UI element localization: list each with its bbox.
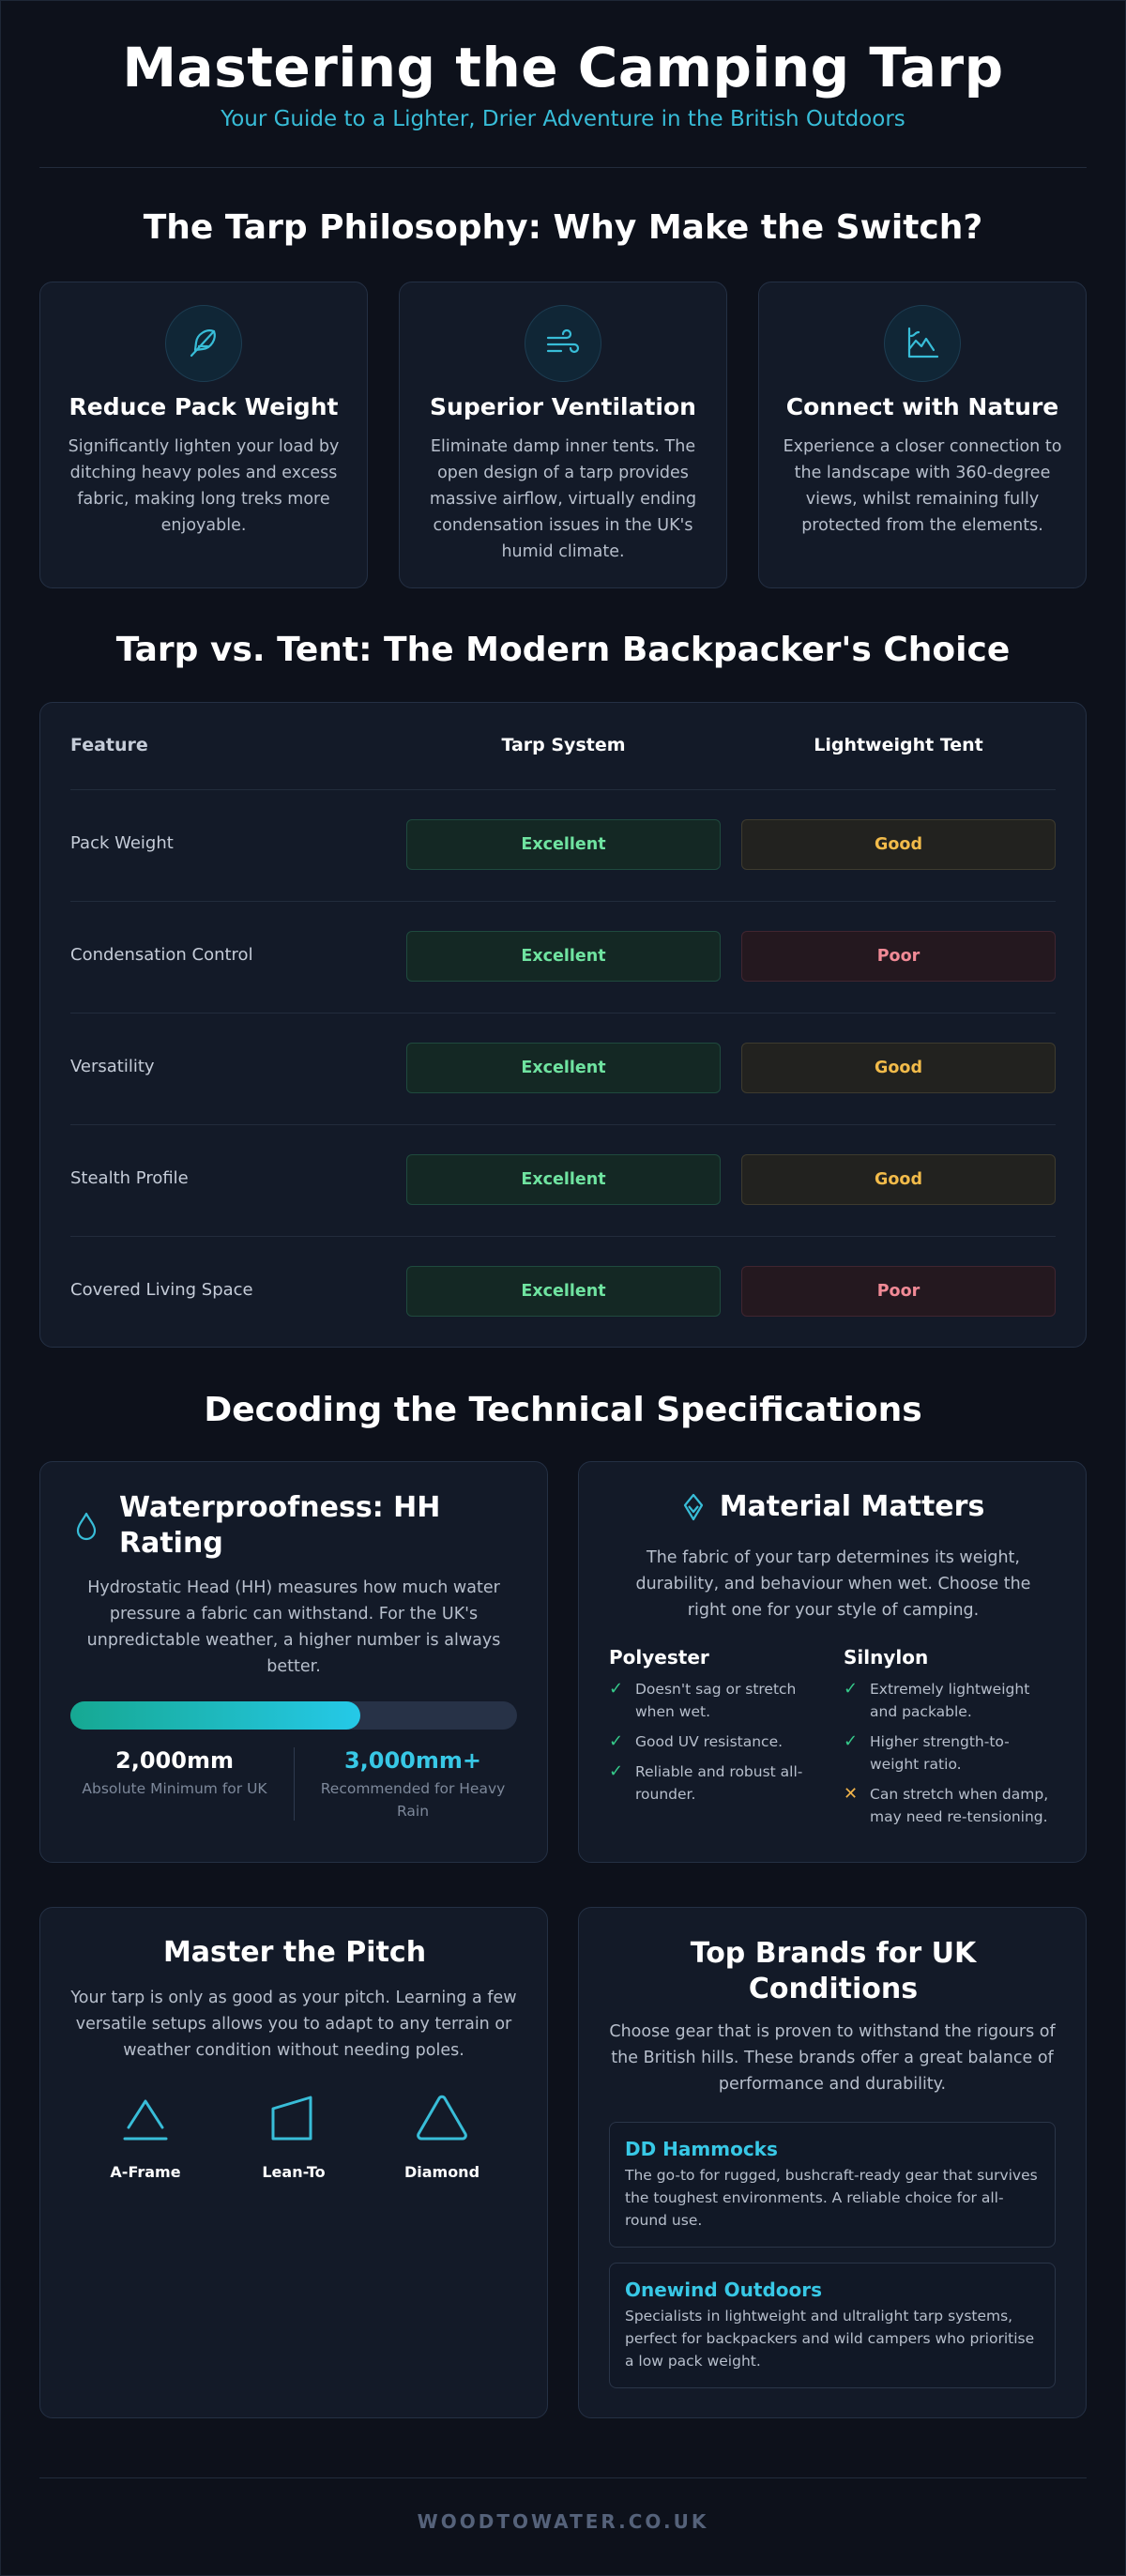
feature-label: Versatility bbox=[70, 1057, 155, 1076]
row-divider bbox=[70, 789, 1056, 790]
tarp-rating-badge: Excellent bbox=[406, 1154, 721, 1205]
silnylon-title: Silnylon bbox=[844, 1646, 929, 1669]
feature-label: Covered Living Space bbox=[70, 1280, 253, 1300]
tarp-rating-badge: Excellent bbox=[406, 1043, 721, 1093]
cross-icon: ✕ bbox=[844, 1784, 859, 1804]
pitch-setup-label: Diamond bbox=[403, 2163, 480, 2181]
brand-name: DD Hammocks bbox=[625, 2138, 778, 2160]
a-frame-icon bbox=[117, 2092, 174, 2144]
row-divider bbox=[70, 1013, 1056, 1014]
column-header-tent: Lightweight Tent bbox=[814, 735, 983, 755]
droplet-icon bbox=[74, 1511, 99, 1543]
silnylon-item: ✓ Extremely lightweight and packable. bbox=[844, 1679, 1030, 1720]
feature-label: Stealth Profile bbox=[70, 1168, 189, 1188]
brand-name: Onewind Outdoors bbox=[625, 2279, 823, 2301]
footer-site-link[interactable]: WOODTOWATER.CO.UK bbox=[417, 2510, 709, 2533]
philosophy-card-title: Superior Ventilation bbox=[430, 393, 696, 420]
waterproofness-title: Waterproofness: HH Rating bbox=[119, 1491, 441, 1560]
brands-title: Top Brands for UK Conditions bbox=[690, 1937, 977, 2005]
recommended-hh-value: 3,000mm+ bbox=[343, 1747, 482, 1774]
table-row bbox=[70, 789, 1056, 901]
footer-divider bbox=[39, 2477, 1087, 2478]
feather-icon bbox=[165, 305, 242, 382]
material-title: Material Matters bbox=[719, 1490, 985, 1523]
philosophy-card-nature bbox=[758, 282, 1087, 588]
diamond-icon bbox=[414, 2092, 470, 2144]
tent-rating-badge: Poor bbox=[741, 1266, 1056, 1317]
pitch-text: Your tarp is only as good as your pitch. Learning a few versatile setups allows you to adapt to any terrain or weather condition without needing poles. bbox=[70, 1989, 517, 2060]
specs-title: Decoding the Technical Specifications bbox=[204, 1391, 922, 1429]
table-row bbox=[70, 1124, 1056, 1236]
brands-card bbox=[578, 1907, 1087, 2418]
philosophy-card-text: Eliminate damp inner tents. The open design of a tarp provides massive airflow, virtually ending condensation issues in the UK's humid climate. bbox=[429, 437, 697, 561]
philosophy-card-title: Reduce Pack Weight bbox=[68, 393, 339, 420]
wind-icon bbox=[525, 305, 601, 382]
check-icon: ✓ bbox=[844, 1679, 859, 1699]
feature-label: Pack Weight bbox=[70, 833, 174, 853]
philosophy-title: The Tarp Philosophy: Why Make the Switch? bbox=[143, 208, 983, 247]
hh-rating-bar bbox=[70, 1701, 517, 1730]
pitch-card bbox=[39, 1907, 548, 2418]
brand-item-onewind-outdoors[interactable] bbox=[609, 2263, 1056, 2388]
brand-description: Specialists in lightweight and ultralight tarp systems, perfect for backpackers and wild campers who prioritise a low pack weight. bbox=[625, 2308, 1035, 2370]
polyester-item: ✓ Good UV resistance. bbox=[609, 1731, 784, 1751]
tarp-rating-badge: Excellent bbox=[406, 931, 721, 982]
silnylon-item: ✓ Higher strength-to-weight ratio. bbox=[844, 1731, 1010, 1773]
pitch-setup-label: Lean-To bbox=[262, 2163, 326, 2181]
polyester-item: ✓ Reliable and robust all-rounder. bbox=[609, 1761, 803, 1803]
pitch-setup-label: A-Frame bbox=[110, 2163, 181, 2181]
tarp-rating-badge: Excellent bbox=[406, 1266, 721, 1317]
page-title: Mastering the Camping Tarp bbox=[122, 36, 1004, 99]
tarp-rating-badge: Excellent bbox=[406, 819, 721, 870]
check-icon: ✓ bbox=[609, 1731, 624, 1751]
min-hh-value: 2,000mm bbox=[115, 1747, 234, 1774]
diamond-drop-icon bbox=[682, 1492, 705, 1522]
row-divider bbox=[70, 1236, 1056, 1237]
philosophy-card-text: Significantly lighten your load by ditching heavy poles and excess fabric, making long treks more enjoyable. bbox=[68, 437, 340, 535]
row-divider bbox=[70, 1124, 1056, 1125]
table-row bbox=[70, 1013, 1056, 1124]
check-icon: ✓ bbox=[609, 1679, 624, 1699]
silnylon-item: ✕ Can stretch when damp, may need re-tensioning. bbox=[844, 1784, 1049, 1825]
tent-rating-badge: Poor bbox=[741, 931, 1056, 982]
polyester-title: Polyester bbox=[609, 1646, 709, 1669]
feature-label: Condensation Control bbox=[70, 945, 253, 965]
check-icon: ✓ bbox=[844, 1731, 859, 1751]
brand-description: The go-to for rugged, bushcraft-ready gear that survives the toughest environments. A reliable choice for all-round use. bbox=[625, 2167, 1038, 2229]
stat-divider bbox=[294, 1747, 295, 1821]
tent-rating-badge: Good bbox=[741, 1154, 1056, 1205]
brand-item-dd-hammocks[interactable] bbox=[609, 2122, 1056, 2248]
table-row bbox=[70, 901, 1056, 1013]
comparison-title: Tarp vs. Tent: The Modern Backpacker's Choice bbox=[115, 631, 1011, 669]
lean-to-icon bbox=[266, 2092, 322, 2144]
recommended-hh-label: Recommended for Heavy Rain bbox=[320, 1780, 506, 1820]
brands-text: Choose gear that is proven to withstand the rigours of the British hills. These brands offer a great balance of performance and durability. bbox=[609, 2022, 1056, 2094]
comparison-table bbox=[39, 702, 1087, 1348]
polyester-item: ✓ Doesn't sag or stretch when wet. bbox=[609, 1679, 797, 1720]
column-header-tarp: Tarp System bbox=[501, 735, 626, 755]
tent-rating-badge: Good bbox=[741, 1043, 1056, 1093]
material-text: The fabric of your tarp determines its weight, durability, and behaviour when wet. Choose the right one for your style of camping. bbox=[635, 1548, 1031, 1620]
waterproofness-card bbox=[39, 1461, 548, 1863]
table-row bbox=[70, 1236, 1056, 1348]
min-hh-label: Absolute Minimum for UK bbox=[82, 1780, 267, 1797]
landscape-icon bbox=[884, 305, 961, 382]
philosophy-card-text: Experience a closer connection to the landscape with 360-degree views, whilst remaining fully protected from the elements. bbox=[783, 437, 1062, 535]
row-divider bbox=[70, 901, 1056, 902]
header-divider bbox=[39, 167, 1087, 168]
material-card bbox=[578, 1461, 1087, 1863]
check-icon: ✓ bbox=[609, 1761, 624, 1781]
tent-rating-badge: Good bbox=[741, 819, 1056, 870]
philosophy-card-ventilation bbox=[399, 282, 727, 588]
hh-rating-bar-fill bbox=[70, 1701, 360, 1730]
philosophy-card-weight bbox=[39, 282, 368, 588]
pitch-title: Master the Pitch bbox=[162, 1936, 427, 1969]
waterproofness-text: Hydrostatic Head (HH) measures how much water pressure a fabric can withstand. For the UK's unpredictable weather, a higher number is always better. bbox=[86, 1578, 501, 1676]
column-header-feature: Feature bbox=[70, 735, 148, 755]
philosophy-card-title: Connect with Nature bbox=[785, 393, 1059, 420]
page-subtitle: Your Guide to a Lighter, Drier Adventure in the British Outdoors bbox=[221, 107, 905, 131]
